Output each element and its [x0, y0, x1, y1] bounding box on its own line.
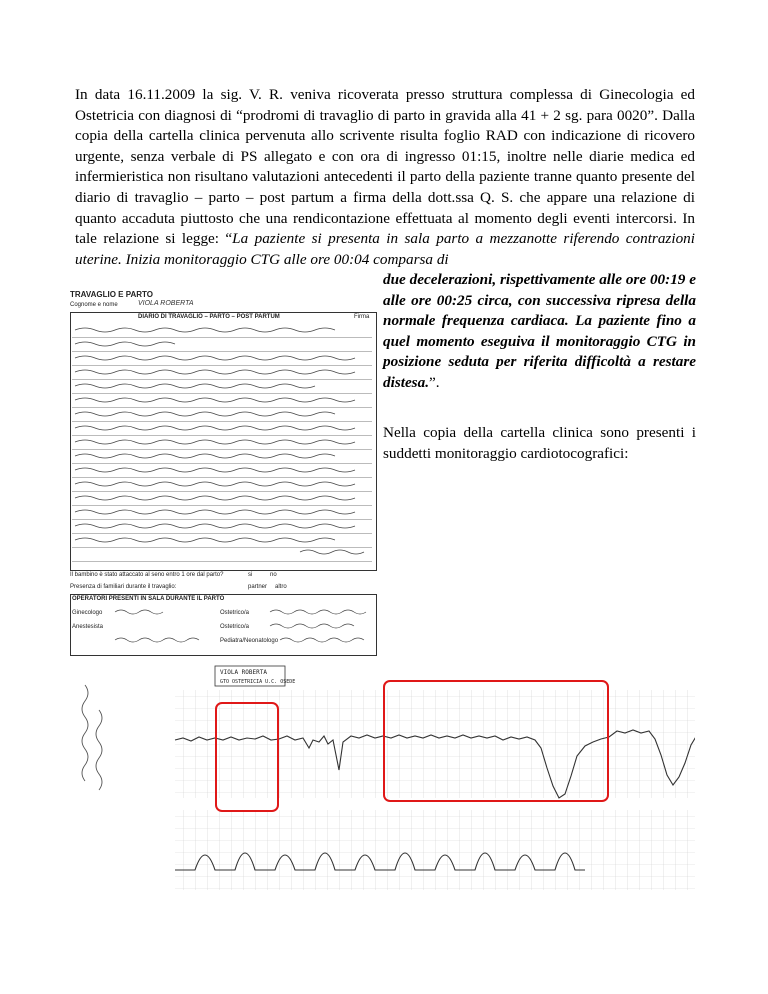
diary-title: DIARIO DI TRAVAGLIO – PARTO – POST PARTUM — [138, 314, 280, 320]
second-paragraph: Nella copia della cartella clinica sono presenti i suddetti monitoraggio cardiotocografici: — [383, 424, 696, 462]
name-value: VIOLA ROBERTA — [138, 300, 194, 307]
anestesista-label: Anestesista — [72, 624, 104, 630]
ostetrico1-label: Ostetrico/a — [220, 610, 250, 616]
quote-start: La paziente si presenta in sala parto a mezzanotte riferendo contrazioni uterine. Inizia monitoraggio CTG alle ore 00:04 comparsa di — [75, 230, 695, 268]
highlight-decelerations-2 — [383, 680, 609, 802]
intro-text: In data 16.11.2009 la sig. V. R. veniva ricoverata presso struttura complessa di Ginecologia ed Ostetricia con diagnosi di “prodromi di travaglio di parto in gravida alla 41 + 2 sg. para 0020”. Dalla copia della cartella clinica pervenuta allo scrivente risulta foglio RAD con indicazione di ricovero urgente, senza verbale di PS allegato e con ora di ingresso 01:15, inoltre nelle diarie medica ed infermieristica non risultano valutazioni antecedenti il parto della paziente tranne quanto presente del diario di travaglio – parto – post partum a firma della dott.ssa Q. S. che appare una relazione di quanto accaduta piuttosto che una rendicontazione effettuata al momento degli eventi intercorsi. In tale relazione si legge: “ — [75, 86, 695, 248]
attached-question: Il bambino è stato attaccato al seno entro 1 ore dal parto? — [70, 572, 224, 578]
family-partner: partner — [248, 584, 268, 590]
ctg-patient-label: VIOLA ROBERTA — [220, 669, 267, 676]
team-title: OPERATORI PRESENTI IN SALA DURANTE IL PARTO — [72, 596, 225, 602]
ostetrico2-label: Ostetrico/a — [220, 624, 250, 630]
pediatra-label: Pediatra/Neonatologo — [220, 638, 279, 644]
sign-label: Firma — [354, 314, 370, 320]
handwritten-margin-note — [75, 680, 115, 810]
quote-bold-block — [383, 270, 696, 394]
form-title: TRAVAGLIO E PARTO — [70, 290, 153, 299]
toco-grid — [175, 810, 695, 890]
ginecologo-label: Ginecologo — [72, 610, 103, 616]
name-label: Cognome e nome — [70, 302, 118, 308]
family-other: altro — [275, 584, 287, 590]
handwriting-scribbles — [70, 320, 375, 580]
attached-yes: si — [248, 572, 253, 578]
ctg-unit-label: GTO OSTETRICIA U.C. OSEDE — [220, 679, 296, 685]
quote-end: ”. — [429, 373, 440, 391]
attached-no: no — [270, 572, 277, 578]
signature-scribbles — [70, 608, 375, 658]
quote-bold: due decelerazioni, rispettivamente alle ore 00:19 e alle ore 00:25 circa, con successiva ripresa della normale frequenza cardiaca. La paziente fino a quel momento eseguiva il monitoraggio CTG in posizione seduta per riferita difficoltà a restare distesa. — [383, 271, 696, 391]
ctg-strip-scan — [75, 660, 695, 984]
family-question: Presenza di familiari durante il travaglio: — [70, 584, 177, 590]
highlight-deceleration-1 — [215, 702, 279, 812]
delivery-record-scan — [70, 290, 377, 655]
intro-paragraph — [75, 85, 695, 270]
